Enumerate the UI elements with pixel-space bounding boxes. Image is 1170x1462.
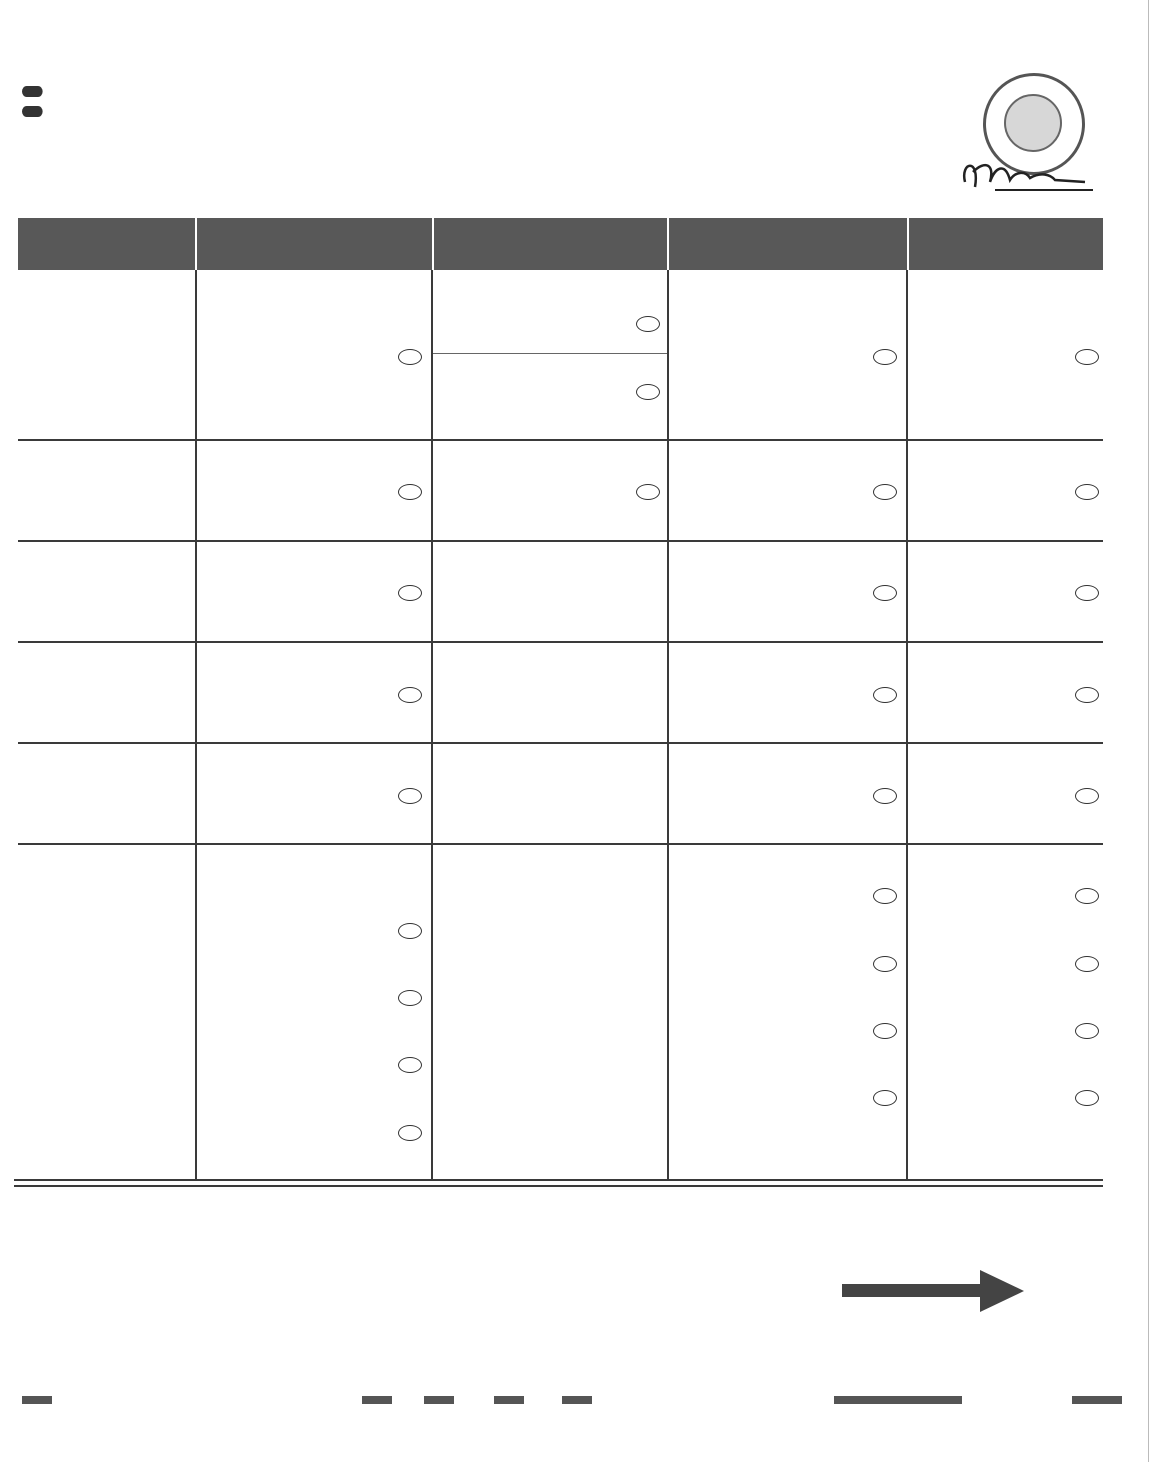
header-writein: [909, 218, 1103, 270]
header-offices: [18, 218, 195, 270]
grid-line: [18, 439, 1103, 441]
writein-oval[interactable]: [1075, 585, 1099, 601]
writein-oval[interactable]: [1075, 1090, 1099, 1106]
vote-oval[interactable]: [873, 687, 897, 703]
header-sep: [667, 218, 669, 270]
vote-oval[interactable]: [873, 585, 897, 601]
vote-oval[interactable]: [398, 923, 422, 939]
page-edge: [1148, 0, 1149, 1462]
vote-oval[interactable]: [398, 484, 422, 500]
writein-oval[interactable]: [1075, 484, 1099, 500]
writein-oval[interactable]: [1075, 349, 1099, 365]
grid-line: [18, 843, 1103, 845]
vote-oval[interactable]: [398, 687, 422, 703]
grid-line: [433, 353, 667, 354]
vote-oval[interactable]: [873, 788, 897, 804]
vote-oval[interactable]: [398, 1057, 422, 1073]
timing-marks-right: [1106, 70, 1130, 1410]
vote-oval[interactable]: [398, 1125, 422, 1141]
timing-marks-top: [14, 46, 1130, 54]
timing-marks-bottom: [14, 1394, 1130, 1406]
vote-oval[interactable]: [398, 585, 422, 601]
header-sep: [195, 218, 197, 270]
vote-oval[interactable]: [636, 316, 660, 332]
vote-oval[interactable]: [636, 484, 660, 500]
instruction-2: [22, 104, 504, 120]
vote-oval[interactable]: [873, 484, 897, 500]
instructions-text: [22, 84, 504, 119]
timing-marks-left: [12, 60, 20, 1260]
grid-line: [431, 270, 433, 1180]
grid-line: [18, 742, 1103, 744]
vote-oval[interactable]: [398, 349, 422, 365]
vote-oval[interactable]: [873, 1023, 897, 1039]
filled-oval-icon: [22, 86, 43, 97]
grid-line: [18, 641, 1103, 643]
writein-oval[interactable]: [1075, 1023, 1099, 1039]
header-other: [434, 218, 667, 270]
grid-line: [906, 270, 908, 1180]
header-sep: [907, 218, 909, 270]
grid-line: [18, 540, 1103, 542]
grid-line: [195, 270, 197, 1180]
writein-oval[interactable]: [1075, 956, 1099, 972]
vote-oval[interactable]: [873, 1090, 897, 1106]
vote-oval[interactable]: [873, 349, 897, 365]
timing-marks-top-svg: [14, 51, 1130, 59]
filled-oval-icon: [22, 106, 43, 117]
vote-oval[interactable]: [398, 990, 422, 1006]
writein-oval[interactable]: [1075, 687, 1099, 703]
grid-line: [14, 1185, 1103, 1187]
grid-line: [14, 1179, 1103, 1181]
signature-icon: [955, 152, 1095, 197]
arrow-right-icon: [842, 1268, 1024, 1314]
seal-center: [1004, 94, 1062, 152]
vote-oval[interactable]: [873, 956, 897, 972]
header-republican: [197, 218, 432, 270]
grid-line: [667, 270, 669, 1180]
writein-oval[interactable]: [1075, 788, 1099, 804]
header-democratic: [669, 218, 907, 270]
vote-oval[interactable]: [398, 788, 422, 804]
writein-oval[interactable]: [1075, 888, 1099, 904]
header-sep: [432, 218, 434, 270]
vote-oval[interactable]: [636, 384, 660, 400]
instruction-1: [22, 84, 504, 100]
vote-oval[interactable]: [873, 888, 897, 904]
